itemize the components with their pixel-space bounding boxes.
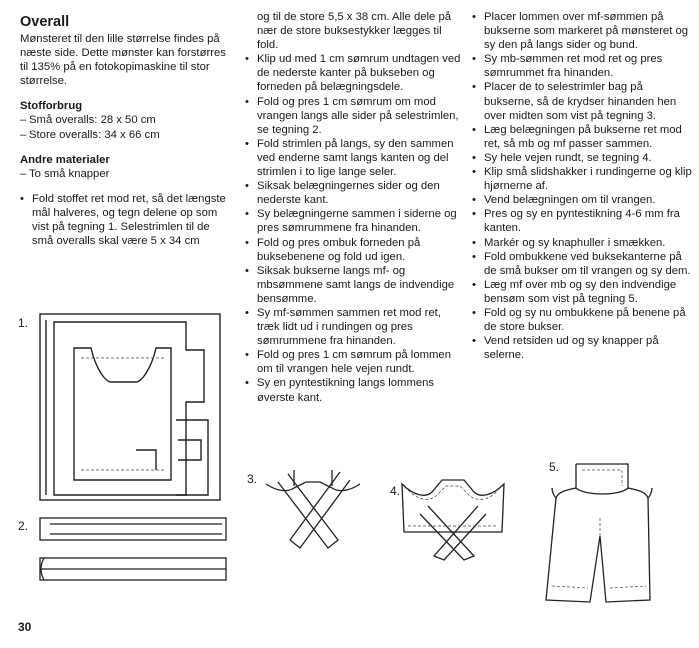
list-item: – Store overalls: 34 x 66 cm <box>20 128 232 142</box>
column-1 <box>20 0 232 248</box>
list-item: – Små overalls: 28 x 50 cm <box>20 113 232 127</box>
page-number: 30 <box>18 620 32 634</box>
crossed-straps-drawing <box>258 462 368 554</box>
figure-1-label: 1. <box>18 316 29 330</box>
step-item: • Sy hele vejen rundt, se tegning 4. <box>472 151 694 165</box>
materials-list <box>20 167 232 181</box>
column-2 <box>245 10 465 405</box>
step-item: • Vend belægningen om til vrangen. <box>472 193 694 207</box>
continuation-text: og til de store 5,5 x 38 cm. Alle dele på nær de store buksestykker lægges til fold. <box>257 11 452 52</box>
step-item: • Pres og sy en pyntestikning 4-6 mm fra kanten. <box>472 207 694 235</box>
steps-list-3 <box>472 10 694 362</box>
step-item: • Fold og pres ombuk forneden på buksebenene og fold ud igen. <box>245 236 465 264</box>
overall-trousers-drawing <box>530 458 670 608</box>
column-3 <box>472 10 694 362</box>
list-item: – To små knapper <box>20 167 232 181</box>
step-item: • Sy en pyntestikning langs lommens øverste kant. <box>245 376 465 404</box>
intro-text: Mønsteret til den lille størrelse findes på næste side. Dette mønster kan forstørres til 135% på en fotokopimaskine til stor størrelse. <box>20 33 226 88</box>
figure-2-strap-strips <box>36 512 231 597</box>
figure-5-overall-trousers <box>530 458 670 608</box>
step-item: • Sy mb-sømmen ret mod ret og pres sømrummet fra hinanden. <box>472 52 694 80</box>
step-item: • Fold stoffet ret mod ret, så det længste mål halveres, og tegn delene op som vist på tegning 1. Selestrimlen til de små overalls skal være 5 x 34 cm <box>20 192 232 248</box>
figure-3-crossed-straps <box>258 462 368 554</box>
step-item: • Læg belægningen på bukserne ret mod ret, så mb og mf passer sammen. <box>472 123 694 151</box>
step-item: • Klip små slidshakker i rundingerne og klip hjørnerne af. <box>472 165 694 193</box>
pattern-layout-drawing <box>36 310 226 505</box>
step-item: • Vend retsiden ud og sy knapper på selerne. <box>472 334 694 362</box>
step-item: • Læg mf over mb og sy den indvendige bensøm som vist på tegning 5. <box>472 278 694 306</box>
step-item: • Siksak belægningernes sider og den nederste kant. <box>245 179 465 207</box>
step-item: • Placer lommen over mf-sømmen på bukserne som markeret på mønsteret og sy den på langs sider og bund. <box>472 10 694 52</box>
lining-drawing <box>398 466 508 561</box>
step-item: • Fold og pres 1 cm sømrum om mod vrangen langs alle sider på selestrimlen, se tegning 2. <box>245 95 465 137</box>
step-item: • Fold ombukkene ved buksekanterne på de små bukser om til vrangen og sy dem. <box>472 250 694 278</box>
step-item: • Sy belægningerne sammen i siderne og pres sømrummene fra hinanden. <box>245 207 465 235</box>
figure-1-pattern-layout <box>36 310 226 505</box>
figure-4-lining <box>398 466 508 561</box>
step-item: • Fold og sy nu ombukkene på benene på de store bukser. <box>472 306 694 334</box>
step-item: • Klip ud med 1 cm sømrum undtagen ved de nederste kanter på bukseben og forneden på belægningsdele. <box>245 52 465 94</box>
page-title: Overall <box>20 14 70 30</box>
materials-heading: Andre materialer <box>20 153 110 166</box>
figure-4-label: 4. <box>390 484 401 498</box>
figure-2-label: 2. <box>18 519 29 533</box>
step-item: • Sy mf-sømmen sammen ret mod ret, træk lidt ud i rundingen og pres sømrummene fra hinanden. <box>245 306 465 348</box>
step-item: • Markér og sy knaphuller i smækken. <box>472 236 694 250</box>
step-item: • Siksak bukserne langs mf- og mbsømmene samt langs de indvendige bensømme. <box>245 264 465 306</box>
figure-5-label: 5. <box>549 460 560 474</box>
fabric-heading: Stofforbrug <box>20 100 83 113</box>
step-item: • Fold og pres 1 cm sømrum på lommen om til vrangen hele vejen rundt. <box>245 348 465 376</box>
fabric-list <box>20 113 232 141</box>
step-item: • Placer de to selestrimler bag på bukserne, så de krydser hinanden hen over midten som vist på tegning 3. <box>472 80 694 122</box>
figure-3-label: 3. <box>247 472 258 486</box>
steps-list-1 <box>20 192 232 248</box>
strap-strips-drawing <box>36 512 231 597</box>
step-item: • Fold strimlen på langs, sy den sammen ved enderne samt langs kanten og del strimlen i to lige lange seler. <box>245 137 465 179</box>
steps-list-2 <box>245 52 465 404</box>
